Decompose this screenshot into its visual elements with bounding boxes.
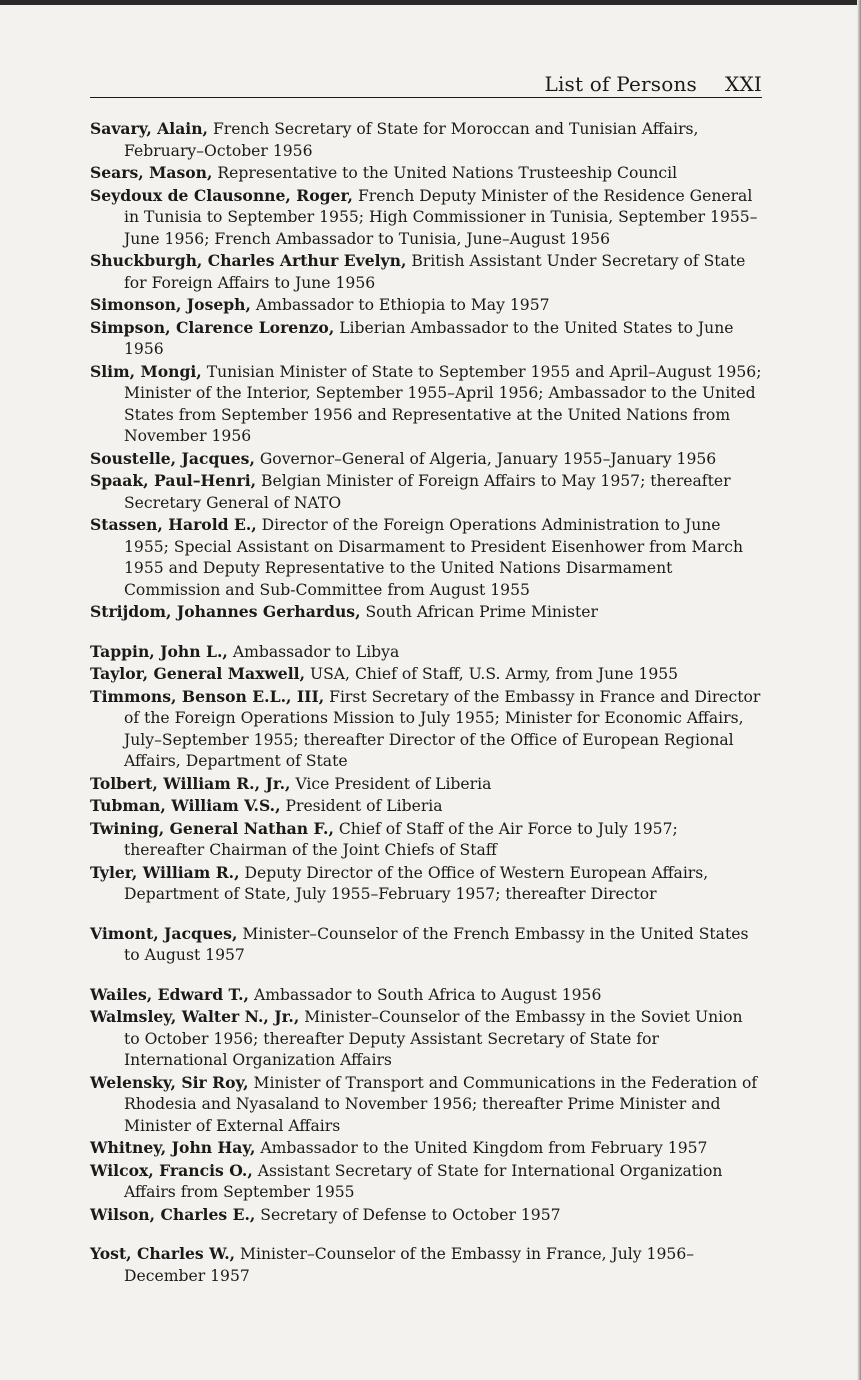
entry-name: Seydoux de Clausonne, Roger, [90, 185, 353, 205]
entry-description: First Secretary of the Embassy in France and Director of the Foreign Operations Mission to July 1955; Minister for Economic Affairs, July–September 1955; thereafter Director of the Office of European Regional Affairs, Department of State [124, 687, 761, 770]
entry-description: Minister–Counselor of the French Embassy in the United States to August 1957 [124, 924, 749, 964]
entry-description: President of Liberia [280, 797, 443, 815]
entry-description: USA, Chief of Staff, U.S. Army, from June 1955 [305, 665, 679, 683]
list-entry [90, 663, 762, 686]
list-entry [90, 1204, 762, 1227]
section-gap [90, 1226, 762, 1243]
entry-name: Twining, General Nathan F., [90, 818, 334, 838]
running-header [90, 72, 762, 98]
entry-description: Ambassador to Ethiopia to May 1957 [250, 296, 550, 314]
entry-name: Wilcox, Francis O., [90, 1160, 253, 1180]
page-number: XXI [725, 72, 762, 96]
entry-description: French Secretary of State for Moroccan and Tunisian Affairs, February–October 1956 [124, 120, 699, 160]
list-entry [90, 361, 762, 448]
list-entry [90, 1160, 762, 1204]
list-entry [90, 641, 762, 664]
list-entry [90, 1072, 762, 1138]
list-entry [90, 317, 762, 361]
entry-name: Wailes, Edward T., [90, 984, 249, 1004]
entry-name: Welensky, Sir Roy, [90, 1072, 249, 1092]
entry-description: Ambassador to South Africa to August 1956 [248, 985, 602, 1004]
entry-description: Deputy Director of the Office of Western European Affairs, Department of State, July 1955–February 1957; thereafter Director [124, 863, 709, 903]
entry-name: Soustelle, Jacques, [90, 448, 255, 468]
entry-name: Tubman, William V.S., [90, 796, 281, 815]
list-entry [90, 1006, 762, 1072]
section-gap [90, 967, 762, 984]
list-entry [90, 118, 762, 162]
page-binding-edge [857, 0, 861, 1380]
page-top-edge [0, 0, 861, 5]
persons-list [90, 118, 762, 1287]
list-entry [90, 773, 762, 796]
entry-name: Stassen, Harold E., [90, 515, 257, 534]
entry-name: Simonson, Joseph, [90, 295, 251, 314]
entry-description: Liberian Ambassador to the United States to June 1956 [124, 318, 734, 358]
entry-description: Representative to the United Nations Trusteeship Council [212, 164, 678, 182]
section-gap [90, 906, 762, 923]
entry-name: Savary, Alain, [90, 119, 208, 138]
entry-name: Strijdom, Johannes Gerhardus, [90, 602, 361, 621]
entry-name: Tyler, William R., [90, 862, 240, 882]
entry-name: Walmsley, Walter N., Jr., [90, 1007, 300, 1026]
entry-description: Governor–General of Algeria, January 1955–January 1956 [254, 449, 717, 468]
list-entry [90, 601, 762, 624]
list-entry [90, 470, 762, 514]
list-entry [90, 818, 762, 862]
entry-description: Vice President of Liberia [290, 774, 492, 793]
entry-description: Secretary of Defense to October 1957 [255, 1205, 561, 1224]
entry-name: Slim, Mongi, [90, 361, 202, 381]
entry-name: Shuckburgh, Charles Arthur Evelyn, [90, 251, 407, 270]
entry-name: Simpson, Clarence Lorenzo, [90, 317, 335, 337]
section-gap [90, 624, 762, 641]
list-entry [90, 250, 762, 294]
list-entry [90, 686, 762, 773]
entry-name: Vimont, Jacques, [90, 923, 238, 943]
entry-description: Minister of Transport and Communications in the Federation of Rhodesia and Nyasaland to November 1956; thereafter Prime Minister and Minister of External Affairs [124, 1073, 758, 1135]
entry-description: British Assistant Under Secretary of State for Foreign Affairs to June 1956 [124, 252, 746, 292]
list-entry [90, 294, 762, 317]
list-entry [90, 1137, 762, 1160]
entry-name: Spaak, Paul–Henri, [90, 471, 257, 490]
entry-description: Ambassador to Libya [227, 642, 400, 661]
list-entry [90, 862, 762, 906]
entry-name: Wilson, Charles E., [90, 1204, 256, 1224]
entry-description: Chief of Staff of the Air Force to July 1957; thereafter Chairman of the Joint Chiefs of Staff [124, 819, 678, 859]
entry-description: South African Prime Minister [360, 603, 598, 621]
entry-name: Whitney, John Hay, [90, 1138, 256, 1157]
list-entry [90, 923, 762, 967]
header-title: List of Persons [544, 72, 698, 96]
entry-name: Tolbert, William R., Jr., [90, 773, 291, 793]
entry-description: Assistant Secretary of State for International Organization Affairs from September 1955 [124, 1161, 723, 1201]
entry-description: Ambassador to the United Kingdom from February 1957 [255, 1139, 708, 1157]
entry-name: Taylor, General Maxwell, [90, 664, 305, 683]
list-entry [90, 162, 762, 185]
entry-description: Minister–Counselor of the Embassy in France, July 1956–December 1957 [124, 1245, 695, 1285]
entry-description: Tunisian Minister of State to September 1955 and April–August 1956; Minister of the Interior, September 1955–April 1956; Ambassador to the United States from September 1956 and Representative at the United Nations from November 1956 [124, 362, 762, 445]
entry-description: French Deputy Minister of the Residence General in Tunisia to September 1955; High Commissioner in Tunisia, September 1955–June 1956; French Ambassador to Tunisia, June–August 1956 [124, 186, 758, 248]
list-entry [90, 984, 762, 1007]
entry-description: Belgian Minister of Foreign Affairs to May 1957; thereafter Secretary General of NATO [124, 472, 731, 512]
entry-name: Tappin, John L., [90, 641, 228, 661]
list-entry [90, 448, 762, 471]
entry-name: Yost, Charles W., [90, 1244, 236, 1263]
entry-description: Minister–Counselor of the Embassy in the Soviet Union to October 1956; thereafter Deputy Assistant Secretary of State for International Organization Affairs [124, 1008, 743, 1069]
entry-description: Director of the Foreign Operations Administration to June 1955; Special Assistant on Disarmament to President Eisenhower from March 1955 and Deputy Representative to the United Nations Disarmament Commission and Sub-Committee from August 1955 [124, 516, 743, 599]
list-entry [90, 185, 762, 251]
list-entry [90, 514, 762, 601]
list-entry [90, 795, 762, 818]
list-entry [90, 1243, 762, 1287]
entry-name: Sears, Mason, [90, 163, 213, 182]
entry-name: Timmons, Benson E.L., III, [90, 686, 325, 706]
